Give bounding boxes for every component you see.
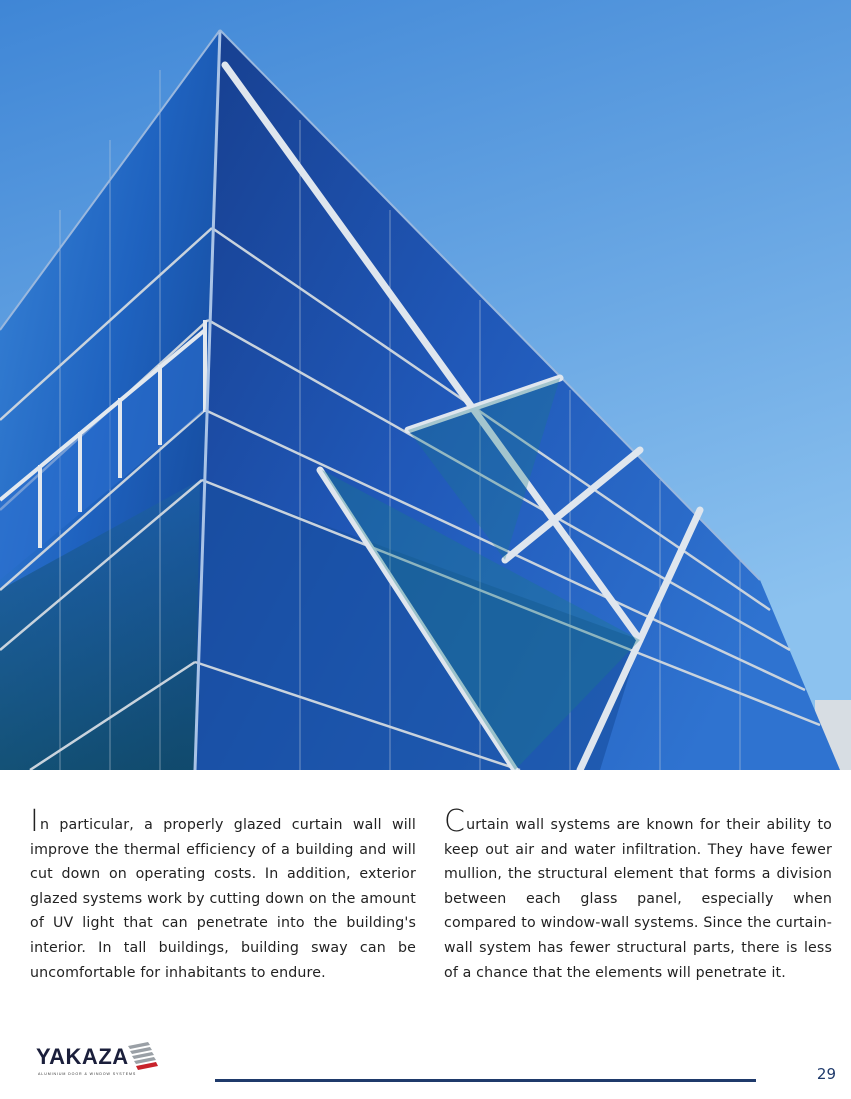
body-text-right: [444, 804, 832, 985]
paragraph-left: n particular, a properly glazed curtain wall will improve the thermal efficiency of a building and will cut down on operating costs. In addition, exterior glazed systems work by cutting down on the amount of UV light that can penetrate into the building's interior. In tall buildings, building sway can be uncomfortable for inhabitants to endure.: [30, 817, 416, 981]
yakaza-logo: [36, 1042, 166, 1084]
drop-initial-right: C: [444, 804, 466, 839]
drop-initial-left: I: [30, 804, 39, 839]
page-number: 29: [816, 1065, 836, 1083]
logo-tagline: ALUMINIUM DOOR & WINDOW SYSTEMS: [38, 1072, 137, 1076]
logo-stripes-icon: [122, 1042, 158, 1076]
paragraph-right: urtain wall systems are known for their ability to keep out air and water infiltration. They have fewer mullion, the structural element that forms a division between each glass panel, especially when compared to window-wall systems. Since the curtain-wall system has fewer structural parts, there is less of a chance that the elements will penetrate it.: [444, 817, 832, 981]
logo-wordmark: YAKAZA: [36, 1044, 129, 1069]
footer-rule: [215, 1079, 756, 1082]
body-text-left: [30, 804, 416, 985]
